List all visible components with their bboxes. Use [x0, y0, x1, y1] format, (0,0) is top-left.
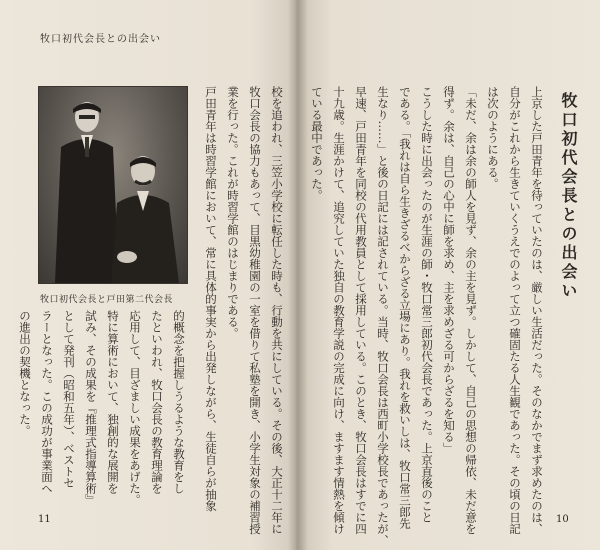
text-line: として発刊（昭和五年）、ベストセ	[62, 310, 76, 489]
text-line: ラーとなった。この成功が事業面へ	[40, 310, 54, 494]
text-line: の進出の契機となった。	[18, 310, 32, 437]
text-line: 牧口会長の協力もあって、目黒幼稚園の一室を借りて私塾を開き、小学生対象の補習授	[248, 86, 262, 535]
text-line: 得ず。余は、自己の心中に師を求め、主を求めざる可からざるを知る」	[442, 86, 456, 454]
page-number-left: 11	[38, 514, 51, 525]
text-line: ている最中であった。	[310, 86, 324, 201]
text-line: 十九歳。生涯かけて、追究していた独自の教育学説の完成に向け、ますます情熱を傾け	[332, 86, 346, 535]
text-line: 「未だ、余は余の師人を見ず、余の主を見ず。しかして、自己の思想の帰依、未だ意を	[464, 86, 478, 535]
photo-caption: 牧口初代会長と戸田第二代会長	[40, 295, 174, 305]
book-gutter	[288, 0, 308, 550]
photo-illustration	[39, 87, 187, 283]
text-line: 自分がこれから生きていくうえでのよって立つ確固たる人生観であった。その頃の日記	[508, 86, 522, 535]
text-line: 試み、その成果を『推理式指導算術』	[84, 310, 98, 506]
text-line: 上京した戸田青年を待っていたのは、厳しい生活だった。そのなかでまず求めたのは、	[530, 86, 544, 535]
page-number-right: 10	[556, 514, 569, 525]
text-line: 生なり……」と後の日記には記されている。当時、牧口会長は西町小学校長であったが、	[376, 86, 390, 546]
text-line: 応用して、目ざましい成果をあげた。	[128, 310, 142, 506]
chapter-title: 牧口初代会長との出会い	[559, 92, 578, 301]
text-line: 業を行った。これが時習学館のはじまりである。	[226, 86, 240, 339]
text-line: 特に算術において、独創的な展開を	[106, 310, 120, 494]
running-header: 牧口初代会長との出会い	[40, 34, 161, 45]
text-line: である。「我れは自ら生きざるべからざる立場にあり。我れを救いしは、牧口常三郎先	[398, 86, 412, 529]
right-body-text	[310, 86, 548, 546]
text-line: は次のようにある。	[486, 86, 500, 190]
text-line: たといわれ、牧口会長の教育理論を	[150, 310, 164, 494]
text-line: 早速、戸田青年を同校の代用教員として採用している。このとき、牧口会長はすでに四	[354, 86, 368, 535]
left-lower-text	[14, 310, 190, 506]
historical-photo	[38, 86, 188, 284]
text-line: 戸田青年は時習学館において、常に具体的事実から出発しながら、生徒自らが抽象	[204, 86, 218, 512]
left-upper-text	[196, 86, 288, 535]
text-line: こうした時に出会ったのが生涯の師・牧口常三郎初代会長であった。上京直後のこと	[420, 86, 434, 523]
text-line: 校を追われ、三笠小学校に転任した時も、行動を共にしている。その後、大正十二年に	[270, 86, 284, 535]
text-line: 的概念を把握しうるような教育をし	[172, 310, 186, 494]
